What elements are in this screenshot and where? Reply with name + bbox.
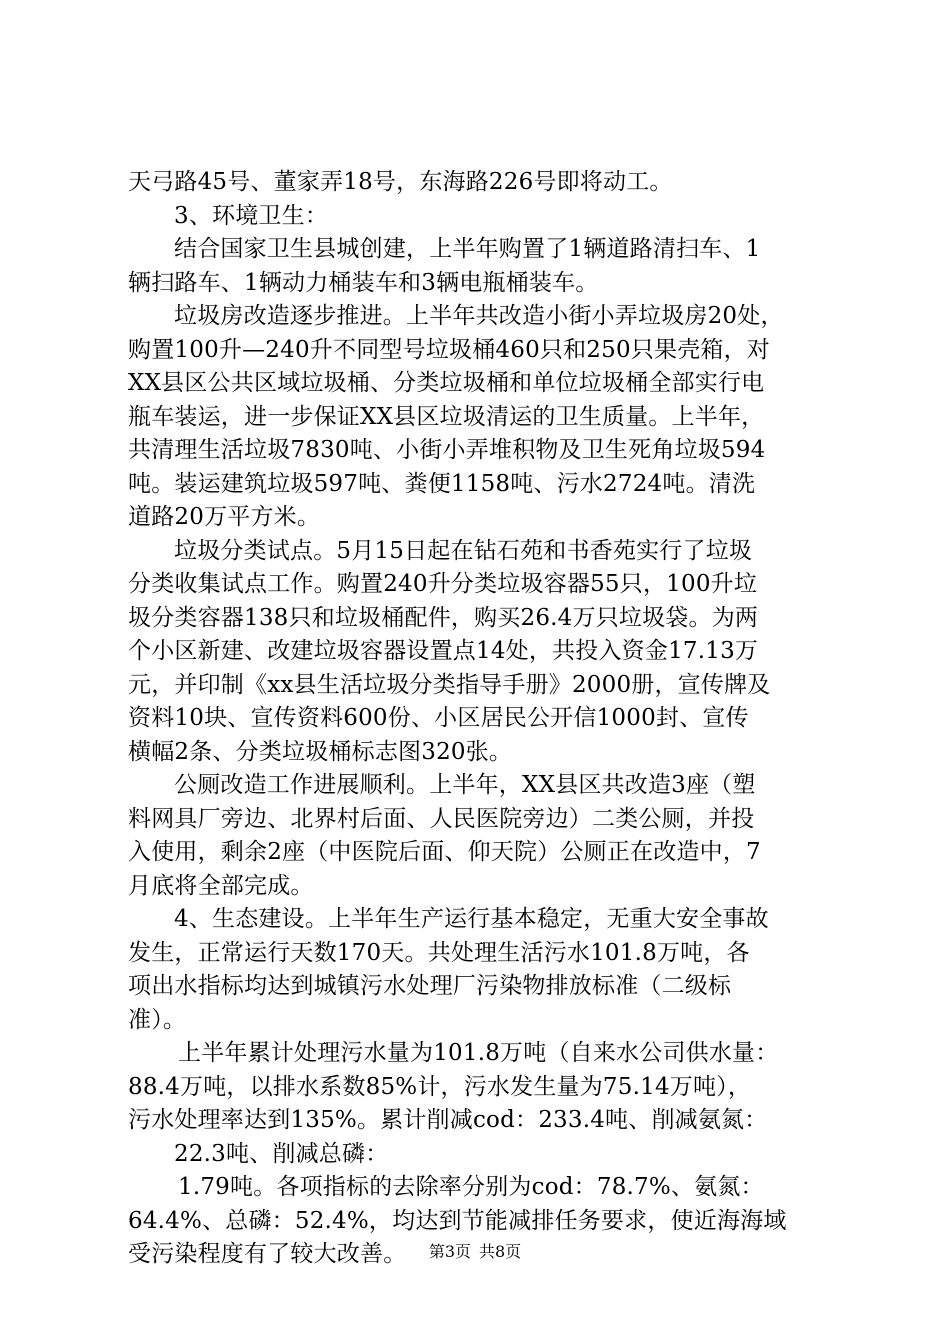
text-line: 结合国家卫生县城创建，上半年购置了1辆道路清扫车、1: [174, 236, 761, 262]
text-line: 入使用，剩余2座（中医院后面、仰天院）公厕正在改造中，7: [128, 839, 761, 865]
text-line: 元，并印制《xx县生活垃圾分类指导手册》2000册，宣传牌及: [128, 671, 771, 698]
text-line: 圾分类容器138只和垃圾桶配件，购买26.4万只垃圾袋。为两: [128, 604, 759, 631]
page-number: 第3页: [428, 1242, 471, 1261]
text-line: 购置100升—240升不同型号垃圾桶460只和250只果壳箱，对: [128, 336, 770, 363]
text-line: 上半年累计处理污水量为101.8万吨（自来水公司供水量：: [178, 1040, 779, 1066]
text-line: 发生，正常运行天数170天。共处理生活污水101.8万吨，各: [128, 939, 750, 966]
text-line: 天弓路45号、董家弄18号，东海路226号即将动工。: [128, 169, 673, 195]
text-line: 88.4万吨，以排水系数85%计，污水发生量为75.14万吨），: [128, 1073, 752, 1100]
text-line: 瓶车装运，进一步保证XX县区垃圾清运的卫生质量。上半年，: [128, 403, 765, 430]
text-line: 吨。装运建筑垃圾597吨、粪便1158吨、污水2724吨。清洗: [128, 470, 756, 497]
text-line: 料网具厂旁边、北界村后面、人民医院旁边）二类公厕，并投: [128, 805, 755, 832]
text-line: 个小区新建、改建垃圾容器设置点14处，共投入资金17.13万: [128, 638, 759, 664]
text-line: 辆扫路车、1辆动力桶装车和3辆电瓶桶装车。: [128, 269, 599, 296]
text-line: 共清理生活垃圾7830吨、小街小弄堆积物及卫生死角垃圾594: [128, 437, 766, 463]
text-line: 月底将全部完成。: [128, 872, 314, 899]
section-heading: 3、环境卫生：: [174, 202, 329, 229]
page-total: 共8页: [479, 1242, 522, 1261]
text-line: 资料10块、宣传资料600份、小区居民公开信1000封、宣传: [128, 705, 749, 731]
text-line: 22.3吨、削减总磷：: [174, 1140, 389, 1167]
document-body: [128, 166, 848, 1272]
text-line: 垃圾分类试点。5月15日起在钻石苑和书香苑实行了垃圾: [174, 537, 753, 564]
page-footer: [0, 1242, 950, 1262]
text-line: 64.4%、总磷：52.4%，均达到节能减排任务要求，使近海海域: [128, 1207, 787, 1234]
text-line: XX县区公共区域垃圾桶、分类垃圾桶和单位垃圾桶全部实行电: [128, 370, 765, 396]
text-line: 4、生态建设。上半年生产运行基本稳定，无重大安全事故: [174, 906, 769, 932]
text-line: 准）。: [128, 1006, 187, 1033]
text-line: 受污染程度有了较大改善。: [128, 1241, 407, 1267]
text-line: 1.79吨。各项指标的去除率分别为cod：78.7%、氨氮：: [178, 1174, 764, 1200]
text-line: 项出水指标均达到城镇污水处理厂污染物排放标准（二级标: [128, 973, 732, 999]
text-line: 垃圾房改造逐步推进。上半年共改造小街小弄垃圾房20处，: [174, 303, 784, 329]
text-line: 横幅2条、分类垃圾桶标志图320张。: [128, 738, 513, 765]
text-line: 分类收集试点工作。购置240升分类垃圾容器55只，100升垃: [128, 571, 758, 597]
text-line: 道路20万平方米。: [128, 504, 321, 530]
text-line: 污水处理率达到135%。累计削减cod：233.4吨、削减氨氮：: [128, 1107, 768, 1133]
text-line: 公厕改造工作进展顺利。上半年，XX县区共改造3座（塑: [174, 772, 756, 798]
